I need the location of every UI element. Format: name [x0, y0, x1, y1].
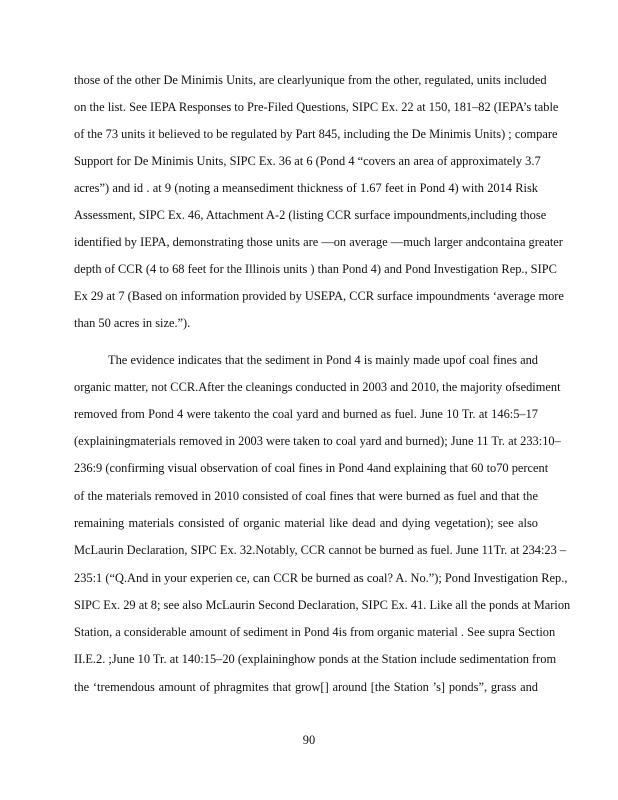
text-line: those of the other De Minimis Units, are clearlyunique from the other, regulated, units included [74, 73, 547, 87]
text-line: of the materials removed in 2010 consisted of coal fines that were burned as fuel and that the [74, 489, 538, 503]
text-line: (explainingmaterials removed in 2003 were taken to coal yard and burned); June 11 Tr. at 233:10– [74, 434, 561, 448]
text-line: identified by IEPA, demonstrating those units are —on average —much larger andcontaina greater [74, 235, 563, 249]
text-line: remaining materials consisted of organic material like dead and dying vegetation); see also [74, 516, 538, 530]
text-line: organic matter, not CCR.After the cleanings conducted in 2003 and 2010, the majority ofsediment [74, 380, 561, 394]
text-line: depth of CCR (4 to 68 feet for the Illinois units ) than Pond 4) and Pond Investigation Rep., SIPC [74, 262, 557, 276]
text-line: Ex 29 at 7 (Based on information provided by USEPA, CCR surface impoundments ‘average more [74, 289, 564, 303]
text-line: 236:9 (confirming visual observation of coal fines in Pond 4and explaining that 60 to70 percent [74, 461, 549, 475]
text-line: Assessment, SIPC Ex. 46, Attachment A-2 (listing CCR surface impoundments,including those [74, 208, 547, 222]
text-line: The evidence indicates that the sediment in Pond 4 is mainly made upof coal fines and [108, 353, 538, 367]
text-line: than 50 acres in size.”). [74, 316, 191, 330]
text-line: on the list. See IEPA Responses to Pre-Filed Questions, SIPC Ex. 22 at 150, 181–82 (IEPA’s table [74, 100, 559, 114]
text-line: McLaurin Declaration, SIPC Ex. 32.Notably, CCR cannot be burned as fuel. June 11Tr. at 234:23 – [74, 543, 567, 557]
text-line: 235:1 (“Q.And in your experien ce, can CCR be burned as coal? A. No.”); Pond Investigation Rep., [74, 571, 568, 585]
text-line: SIPC Ex. 29 at 8; see also McLaurin Second Declaration, SIPC Ex. 41. Like all the ponds at Marion [74, 598, 571, 612]
text-line: removed from Pond 4 were takento the coal yard and burned as fuel. June 10 Tr. at 146:5–17 [74, 407, 538, 421]
text-line: Station, a considerable amount of sediment in Pond 4is from organic material . See supra Section [74, 625, 556, 639]
page-number: 90 [302, 733, 316, 747]
text-line: acres”) and id . at 9 (noting a meansediment thickness of 1.67 feet in Pond 4) with 2014 Risk [74, 181, 538, 195]
text-line: II.E.2. ;June 10 Tr. at 140:15–20 (explaininghow ponds at the Station include sedimentation from [74, 652, 557, 666]
text-line: Support for De Minimis Units, SIPC Ex. 36 at 6 (Pond 4 “covers an area of approximately 3.7 [74, 154, 541, 168]
text-line: the ‘tremendous amount of phragmites that grow[] around [the Station ’s] ponds”, grass and [74, 680, 538, 694]
text-line: of the 73 units it believed to be regulated by Part 845, including the De Minimis Units) ; compare [74, 127, 558, 141]
